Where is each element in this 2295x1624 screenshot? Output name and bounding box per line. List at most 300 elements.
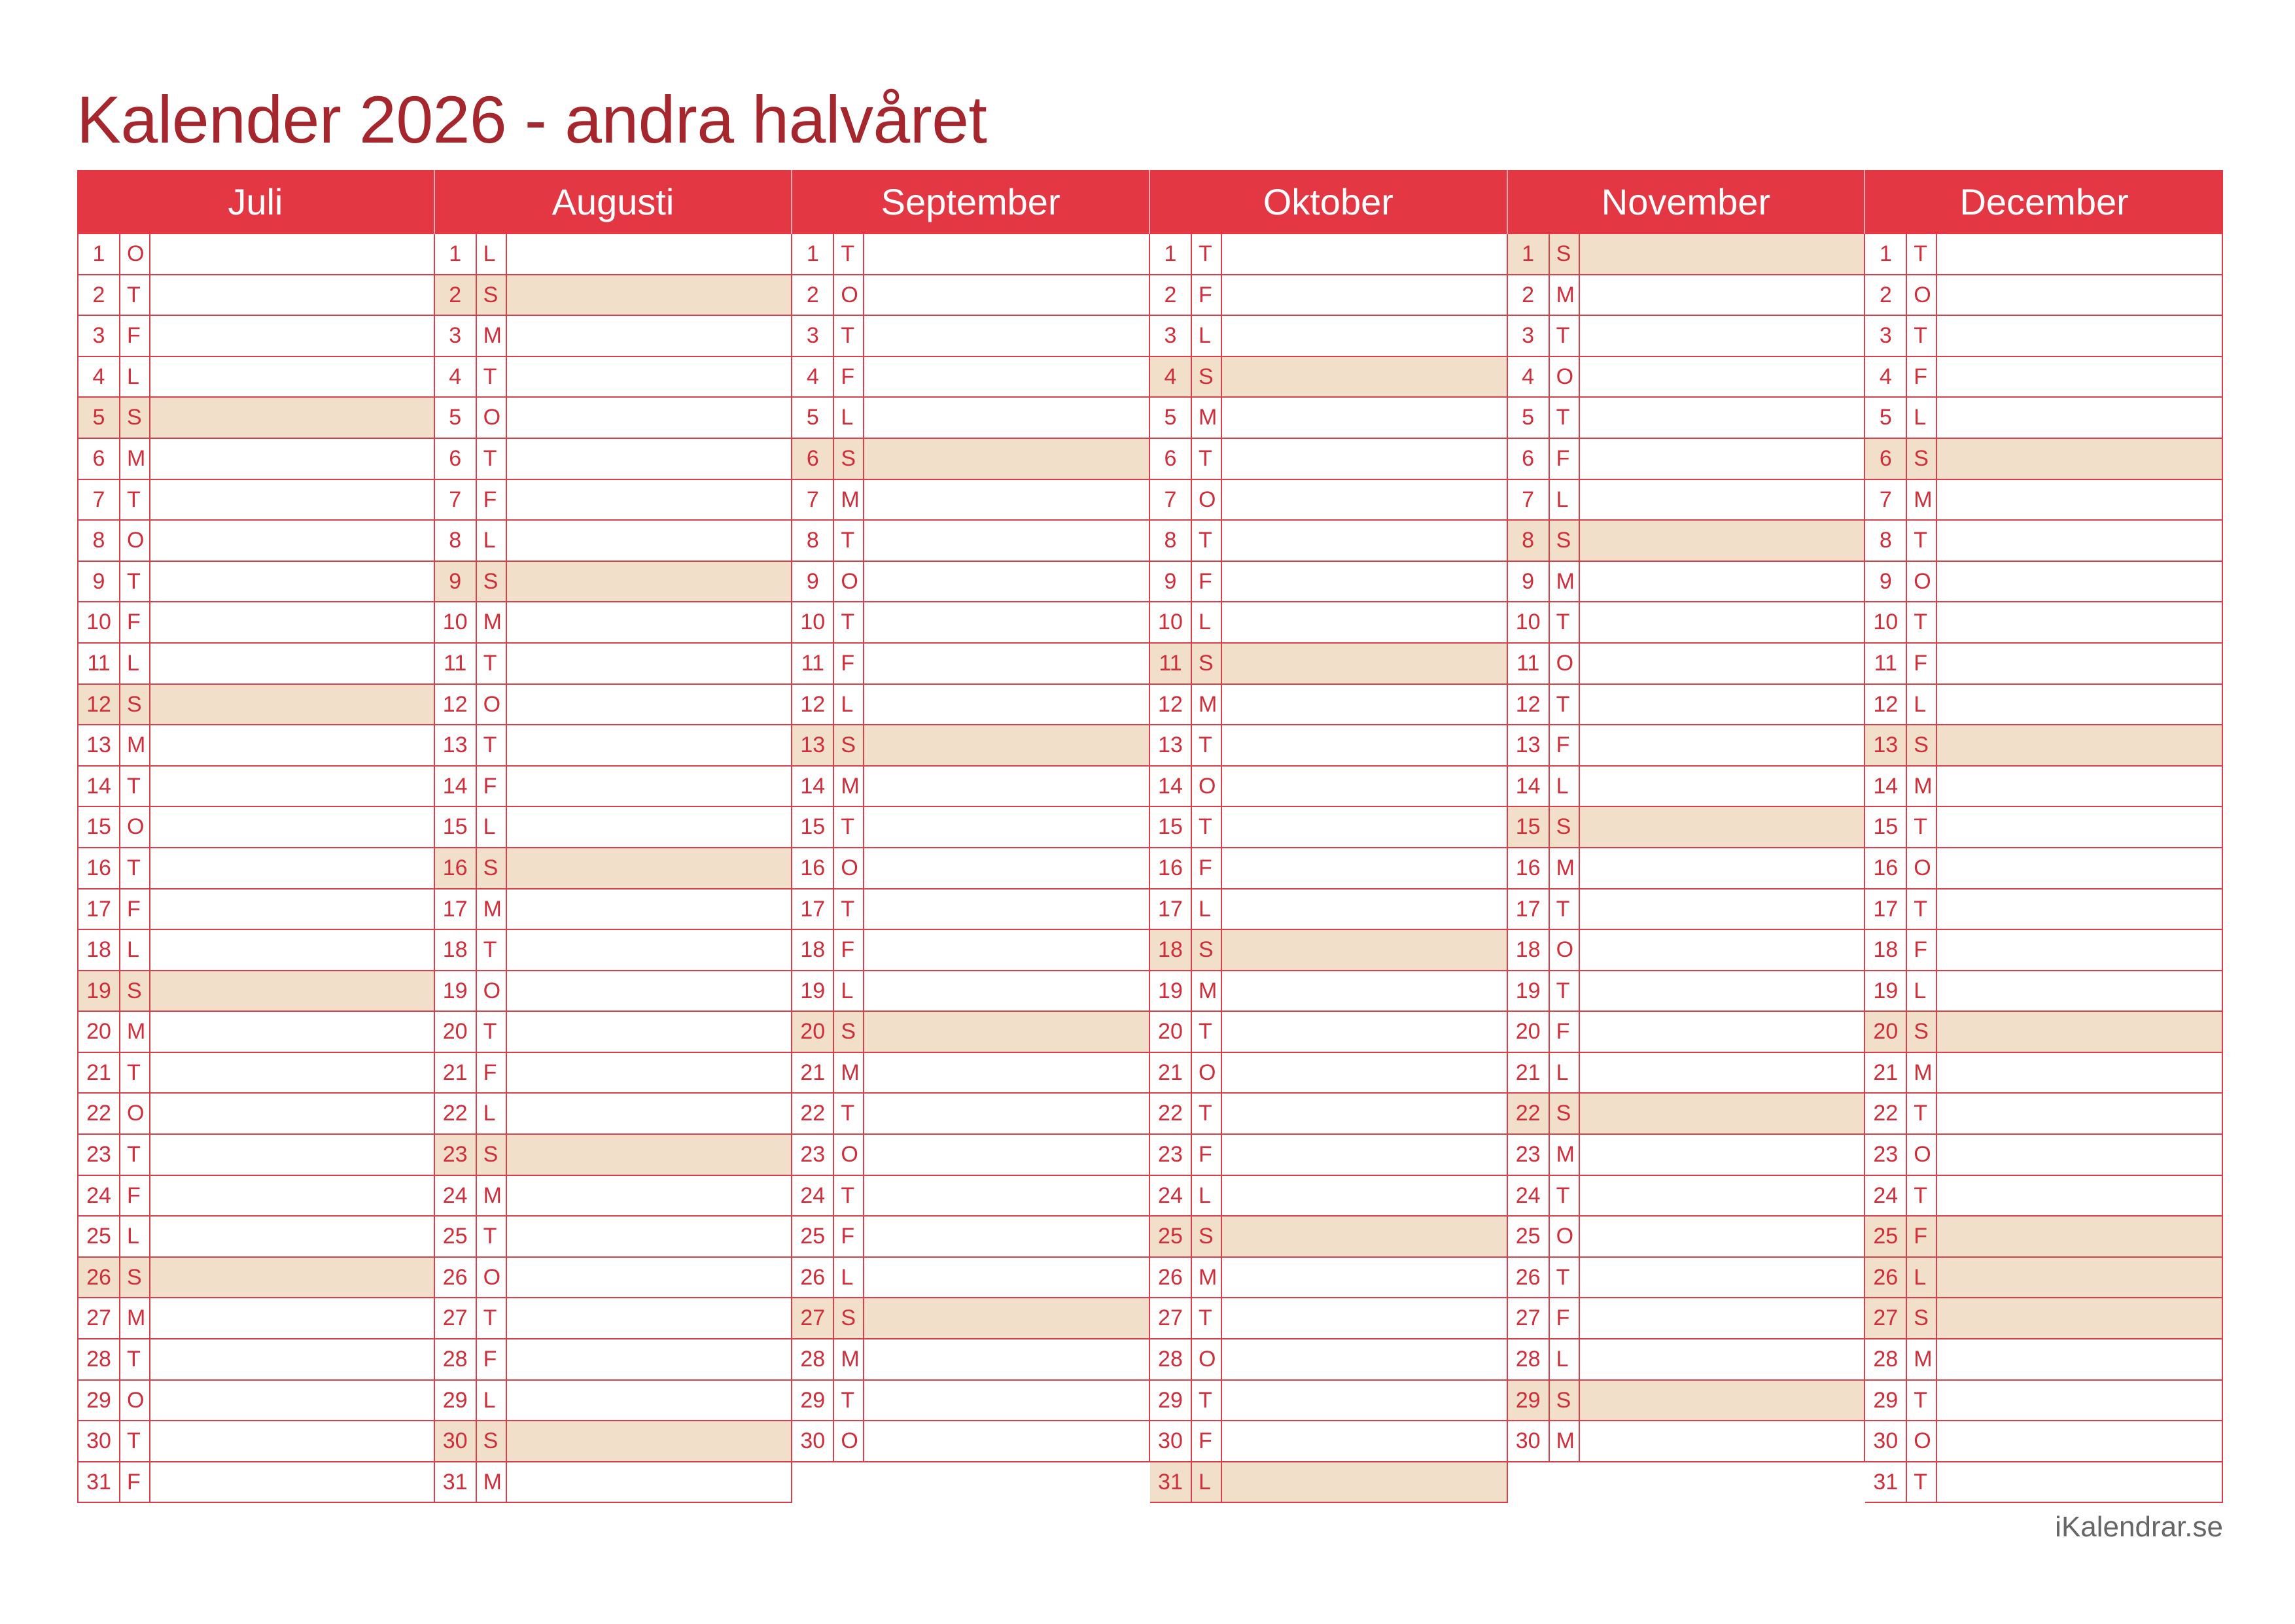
note-cell	[1937, 1094, 2222, 1133]
weekday-letter: T	[1192, 521, 1222, 561]
note-cell	[1580, 602, 1865, 642]
note-cell	[1580, 1135, 1865, 1175]
day-row	[792, 521, 1150, 562]
month-header: November	[1508, 170, 1866, 234]
note-cell	[1937, 439, 2222, 479]
day-row	[1150, 562, 1508, 603]
day-number: 4	[435, 357, 477, 397]
day-row	[1150, 602, 1508, 644]
day-number: 21	[1508, 1053, 1550, 1093]
weekday-letter: L	[834, 685, 864, 725]
day-number: 2	[79, 275, 120, 315]
day-row	[1508, 644, 1866, 685]
day-row	[1508, 398, 1866, 439]
day-row	[792, 1421, 1150, 1462]
weekday-letter: F	[834, 357, 864, 397]
day-number: 27	[1150, 1298, 1192, 1338]
day-row	[77, 275, 435, 317]
note-cell	[150, 521, 434, 561]
day-number: 8	[79, 521, 120, 561]
weekday-letter: T	[1550, 602, 1580, 642]
day-number: 10	[792, 602, 834, 642]
weekday-letter: O	[834, 1421, 864, 1461]
note-cell	[1222, 1381, 1507, 1421]
note-cell	[507, 1053, 792, 1093]
day-row	[77, 316, 435, 357]
day-number: 13	[1150, 725, 1192, 765]
note-cell	[1937, 1381, 2222, 1421]
day-number: 12	[1865, 685, 1907, 725]
note-cell	[507, 1094, 792, 1133]
day-number: 4	[1150, 357, 1192, 397]
note-cell	[150, 848, 434, 888]
day-number: 25	[435, 1217, 477, 1256]
weekday-letter: T	[1192, 725, 1222, 765]
note-cell	[864, 521, 1149, 561]
note-cell	[150, 685, 434, 725]
day-row	[1508, 1012, 1866, 1053]
day-row	[1865, 602, 2223, 644]
day-row	[1865, 685, 2223, 726]
weekday-letter: F	[1192, 562, 1222, 602]
day-number: 5	[1865, 398, 1907, 438]
note-cell	[864, 930, 1149, 970]
day-number: 30	[79, 1421, 120, 1461]
weekday-letter: T	[1907, 602, 1937, 642]
note-cell	[1580, 439, 1865, 479]
weekday-letter: F	[1550, 725, 1580, 765]
weekday-letter: M	[1192, 971, 1222, 1011]
day-row	[1865, 398, 2223, 439]
day-number: 15	[435, 807, 477, 847]
weekday-letter: T	[1550, 1258, 1580, 1298]
day-number: 19	[792, 971, 834, 1011]
day-number: 14	[79, 767, 120, 806]
day-number: 12	[792, 685, 834, 725]
weekday-letter: M	[1550, 848, 1580, 888]
day-number: 6	[435, 439, 477, 479]
day-row	[1150, 930, 1508, 971]
note-cell	[864, 1421, 1149, 1461]
weekday-letter: T	[834, 807, 864, 847]
day-row	[77, 930, 435, 971]
note-cell	[1937, 1053, 2222, 1093]
weekday-letter: S	[1907, 1012, 1937, 1052]
day-number: 27	[435, 1298, 477, 1338]
weekday-letter: L	[1907, 971, 1937, 1011]
day-number: 23	[1508, 1135, 1550, 1175]
note-cell	[507, 1135, 792, 1175]
day-number: 3	[1150, 316, 1192, 356]
note-cell	[864, 480, 1149, 520]
day-number: 19	[1150, 971, 1192, 1011]
note-cell	[864, 316, 1149, 356]
weekday-letter: O	[834, 1135, 864, 1175]
day-row	[435, 398, 793, 439]
day-row	[1508, 357, 1866, 398]
note-cell	[507, 1339, 792, 1379]
day-number: 3	[792, 316, 834, 356]
day-row	[1865, 316, 2223, 357]
note-cell	[507, 1176, 792, 1216]
weekday-letter: T	[120, 275, 150, 315]
day-row	[435, 602, 793, 644]
weekday-letter: L	[120, 644, 150, 683]
weekday-letter: T	[120, 1135, 150, 1175]
day-number: 13	[79, 725, 120, 765]
weekday-letter: L	[477, 1094, 507, 1133]
day-row	[792, 1012, 1150, 1053]
weekday-letter: M	[1550, 562, 1580, 602]
day-row	[77, 1053, 435, 1094]
day-number: 21	[1150, 1053, 1192, 1093]
page-title: Kalender 2026 - andra halvåret	[77, 82, 987, 157]
weekday-letter: S	[1192, 1217, 1222, 1256]
weekday-letter: L	[477, 807, 507, 847]
day-number: 17	[1508, 890, 1550, 929]
note-cell	[1222, 521, 1507, 561]
note-cell	[1937, 316, 2222, 356]
day-row	[1865, 1298, 2223, 1339]
day-number: 18	[435, 930, 477, 970]
day-number: 24	[792, 1176, 834, 1216]
day-number: 25	[792, 1217, 834, 1256]
day-row	[77, 807, 435, 848]
day-row	[1150, 1421, 1508, 1462]
day-row	[1150, 398, 1508, 439]
day-number: 12	[1150, 685, 1192, 725]
day-row	[435, 316, 793, 357]
day-number: 29	[792, 1381, 834, 1421]
note-cell	[1580, 807, 1865, 847]
weekday-letter: F	[120, 602, 150, 642]
note-cell	[864, 644, 1149, 683]
weekday-letter: L	[1550, 480, 1580, 520]
note-cell	[1937, 1217, 2222, 1256]
note-cell	[864, 234, 1149, 274]
day-number: 5	[435, 398, 477, 438]
note-cell	[864, 1258, 1149, 1298]
day-row	[792, 848, 1150, 890]
note-cell	[864, 807, 1149, 847]
day-row	[792, 602, 1150, 644]
note-cell	[864, 1381, 1149, 1421]
day-number: 27	[79, 1298, 120, 1338]
day-number: 11	[1508, 644, 1550, 683]
note-cell	[507, 767, 792, 806]
day-row	[77, 1258, 435, 1299]
day-number: 6	[1865, 439, 1907, 479]
weekday-letter: M	[477, 602, 507, 642]
weekday-letter: O	[1550, 357, 1580, 397]
weekday-letter: L	[834, 1258, 864, 1298]
note-cell	[150, 398, 434, 438]
day-row	[1150, 890, 1508, 931]
day-row	[792, 930, 1150, 971]
day-number: 3	[1508, 316, 1550, 356]
day-number: 20	[435, 1012, 477, 1052]
weekday-letter: T	[1907, 1381, 1937, 1421]
day-row	[1508, 480, 1866, 521]
weekday-letter: M	[120, 439, 150, 479]
weekday-letter: T	[1550, 890, 1580, 929]
note-cell	[150, 357, 434, 397]
day-number: 16	[1150, 848, 1192, 888]
note-cell	[507, 1012, 792, 1052]
day-row	[435, 685, 793, 726]
day-row	[792, 357, 1150, 398]
weekday-letter: M	[1192, 1258, 1222, 1298]
day-number: 28	[1508, 1339, 1550, 1379]
note-cell	[1222, 562, 1507, 602]
note-cell	[1937, 848, 2222, 888]
day-number: 30	[1508, 1421, 1550, 1461]
weekday-letter: T	[1550, 316, 1580, 356]
weekday-letter: F	[1907, 1217, 1937, 1256]
day-row	[1865, 1053, 2223, 1094]
weekday-letter: S	[1907, 1298, 1937, 1338]
day-number: 20	[792, 1012, 834, 1052]
weekday-letter: M	[1907, 767, 1937, 806]
day-number: 9	[435, 562, 477, 602]
day-number: 31	[1865, 1462, 1907, 1502]
weekday-letter: T	[120, 767, 150, 806]
day-number: 27	[792, 1298, 834, 1338]
weekday-letter: L	[1192, 890, 1222, 929]
weekday-letter: F	[477, 480, 507, 520]
day-row	[1150, 1381, 1508, 1422]
note-cell	[150, 602, 434, 642]
day-row	[1865, 1421, 2223, 1462]
day-number: 18	[1865, 930, 1907, 970]
day-row	[792, 480, 1150, 521]
day-row	[1865, 807, 2223, 848]
day-row	[792, 1381, 1150, 1422]
day-number: 22	[1508, 1094, 1550, 1133]
day-row	[1865, 1176, 2223, 1217]
weekday-letter: T	[834, 890, 864, 929]
note-cell	[150, 1053, 434, 1093]
note-cell	[864, 439, 1149, 479]
note-cell	[1222, 398, 1507, 438]
note-cell	[1580, 890, 1865, 929]
weekday-letter: T	[120, 1421, 150, 1461]
weekday-letter: M	[1907, 1053, 1937, 1093]
day-number: 30	[1150, 1421, 1192, 1461]
day-row	[1150, 521, 1508, 562]
day-row	[1508, 807, 1866, 848]
day-row	[792, 890, 1150, 931]
day-row	[1508, 890, 1866, 931]
note-cell	[150, 562, 434, 602]
note-cell	[864, 1298, 1149, 1338]
day-row	[1508, 1135, 1866, 1176]
day-row	[1150, 439, 1508, 480]
weekday-letter: T	[1550, 1176, 1580, 1216]
note-cell	[1222, 480, 1507, 520]
day-row	[1150, 1176, 1508, 1217]
day-number: 9	[1150, 562, 1192, 602]
day-number: 8	[1508, 521, 1550, 561]
note-cell	[1222, 602, 1507, 642]
note-cell	[1937, 1012, 2222, 1052]
day-number: 4	[792, 357, 834, 397]
note-cell	[150, 767, 434, 806]
weekday-letter: T	[1907, 1462, 1937, 1502]
weekday-letter: M	[1192, 398, 1222, 438]
weekday-letter: M	[1907, 480, 1937, 520]
weekday-letter: F	[1192, 848, 1222, 888]
day-number: 3	[79, 316, 120, 356]
weekday-letter: O	[120, 1094, 150, 1133]
weekday-letter: L	[834, 971, 864, 1011]
weekday-letter: T	[1192, 1381, 1222, 1421]
note-cell	[1222, 971, 1507, 1011]
day-number: 12	[1508, 685, 1550, 725]
day-number: 14	[435, 767, 477, 806]
day-row	[1150, 807, 1508, 848]
weekday-letter: L	[1192, 602, 1222, 642]
note-cell	[1222, 930, 1507, 970]
day-row	[435, 1217, 793, 1258]
weekday-letter: L	[1192, 316, 1222, 356]
day-number: 29	[1150, 1381, 1192, 1421]
day-number: 8	[435, 521, 477, 561]
day-number: 28	[1865, 1339, 1907, 1379]
day-number: 16	[79, 848, 120, 888]
note-cell	[1937, 685, 2222, 725]
weekday-letter: O	[834, 848, 864, 888]
day-number: 6	[792, 439, 834, 479]
day-number: 19	[1508, 971, 1550, 1011]
note-cell	[1222, 275, 1507, 315]
weekday-letter: L	[120, 930, 150, 970]
note-cell	[1937, 1258, 2222, 1298]
note-cell	[864, 767, 1149, 806]
note-cell	[1937, 930, 2222, 970]
day-number: 27	[1508, 1298, 1550, 1338]
weekday-letter: S	[120, 971, 150, 1011]
note-cell	[1222, 644, 1507, 683]
weekday-letter: T	[477, 1012, 507, 1052]
weekday-letter: S	[477, 1421, 507, 1461]
weekday-letter: T	[477, 357, 507, 397]
day-row	[792, 439, 1150, 480]
weekday-letter: S	[477, 275, 507, 315]
day-number: 21	[1865, 1053, 1907, 1093]
weekday-letter: O	[1907, 1421, 1937, 1461]
note-cell	[1580, 234, 1865, 274]
month-header: September	[792, 170, 1150, 234]
weekday-letter: O	[1192, 1053, 1222, 1093]
day-number: 24	[1865, 1176, 1907, 1216]
weekday-letter: T	[1907, 890, 1937, 929]
day-number: 5	[1150, 398, 1192, 438]
day-row	[1150, 1053, 1508, 1094]
note-cell	[1937, 1339, 2222, 1379]
weekday-letter: L	[477, 1381, 507, 1421]
note-cell	[1580, 930, 1865, 970]
weekday-letter: M	[120, 725, 150, 765]
note-cell	[1222, 1462, 1507, 1502]
day-row	[435, 725, 793, 767]
day-number: 11	[1865, 644, 1907, 683]
note-cell	[1937, 1176, 2222, 1216]
day-number: 25	[1508, 1217, 1550, 1256]
day-row	[435, 1135, 793, 1176]
weekday-letter: L	[477, 234, 507, 274]
day-number: 22	[79, 1094, 120, 1133]
note-cell	[864, 398, 1149, 438]
weekday-letter: S	[1550, 234, 1580, 274]
day-number: 12	[79, 685, 120, 725]
day-row	[1865, 848, 2223, 890]
day-number: 26	[1508, 1258, 1550, 1298]
weekday-letter: F	[120, 890, 150, 929]
weekday-letter: T	[1550, 685, 1580, 725]
day-number: 17	[79, 890, 120, 929]
note-cell	[150, 644, 434, 683]
day-row	[1508, 521, 1866, 562]
weekday-letter: M	[1550, 1421, 1580, 1461]
day-number: 25	[79, 1217, 120, 1256]
day-row	[1508, 848, 1866, 890]
note-cell	[507, 1421, 792, 1461]
day-number: 11	[79, 644, 120, 683]
note-cell	[1580, 725, 1865, 765]
note-cell	[507, 1381, 792, 1421]
day-number: 15	[792, 807, 834, 847]
note-cell	[1222, 1421, 1507, 1461]
weekday-letter: O	[477, 1258, 507, 1298]
day-number: 29	[1508, 1381, 1550, 1421]
day-row	[1150, 275, 1508, 317]
weekday-letter: F	[1550, 439, 1580, 479]
day-number: 23	[1865, 1135, 1907, 1175]
day-number: 26	[79, 1258, 120, 1298]
day-row	[77, 1462, 435, 1504]
day-row	[1865, 439, 2223, 480]
day-row	[435, 807, 793, 848]
weekday-letter: T	[1907, 1176, 1937, 1216]
note-cell	[1222, 1053, 1507, 1093]
day-row	[435, 1258, 793, 1299]
weekday-letter: O	[1192, 767, 1222, 806]
weekday-letter: L	[477, 521, 507, 561]
note-cell	[1580, 480, 1865, 520]
note-cell	[150, 480, 434, 520]
day-row	[792, 1094, 1150, 1135]
day-number: 4	[79, 357, 120, 397]
note-cell	[1222, 685, 1507, 725]
note-cell	[1937, 357, 2222, 397]
day-number: 6	[1508, 439, 1550, 479]
day-number: 10	[1865, 602, 1907, 642]
weekday-letter: T	[1907, 316, 1937, 356]
note-cell	[1937, 275, 2222, 315]
day-row	[1150, 1339, 1508, 1381]
day-number: 2	[1865, 275, 1907, 315]
note-cell	[1580, 1298, 1865, 1338]
day-number: 16	[1865, 848, 1907, 888]
weekday-letter: S	[477, 562, 507, 602]
day-number: 13	[792, 725, 834, 765]
weekday-letter: O	[120, 1381, 150, 1421]
weekday-letter: S	[1550, 1094, 1580, 1133]
note-cell	[150, 1012, 434, 1052]
day-number: 14	[1150, 767, 1192, 806]
day-number: 14	[792, 767, 834, 806]
